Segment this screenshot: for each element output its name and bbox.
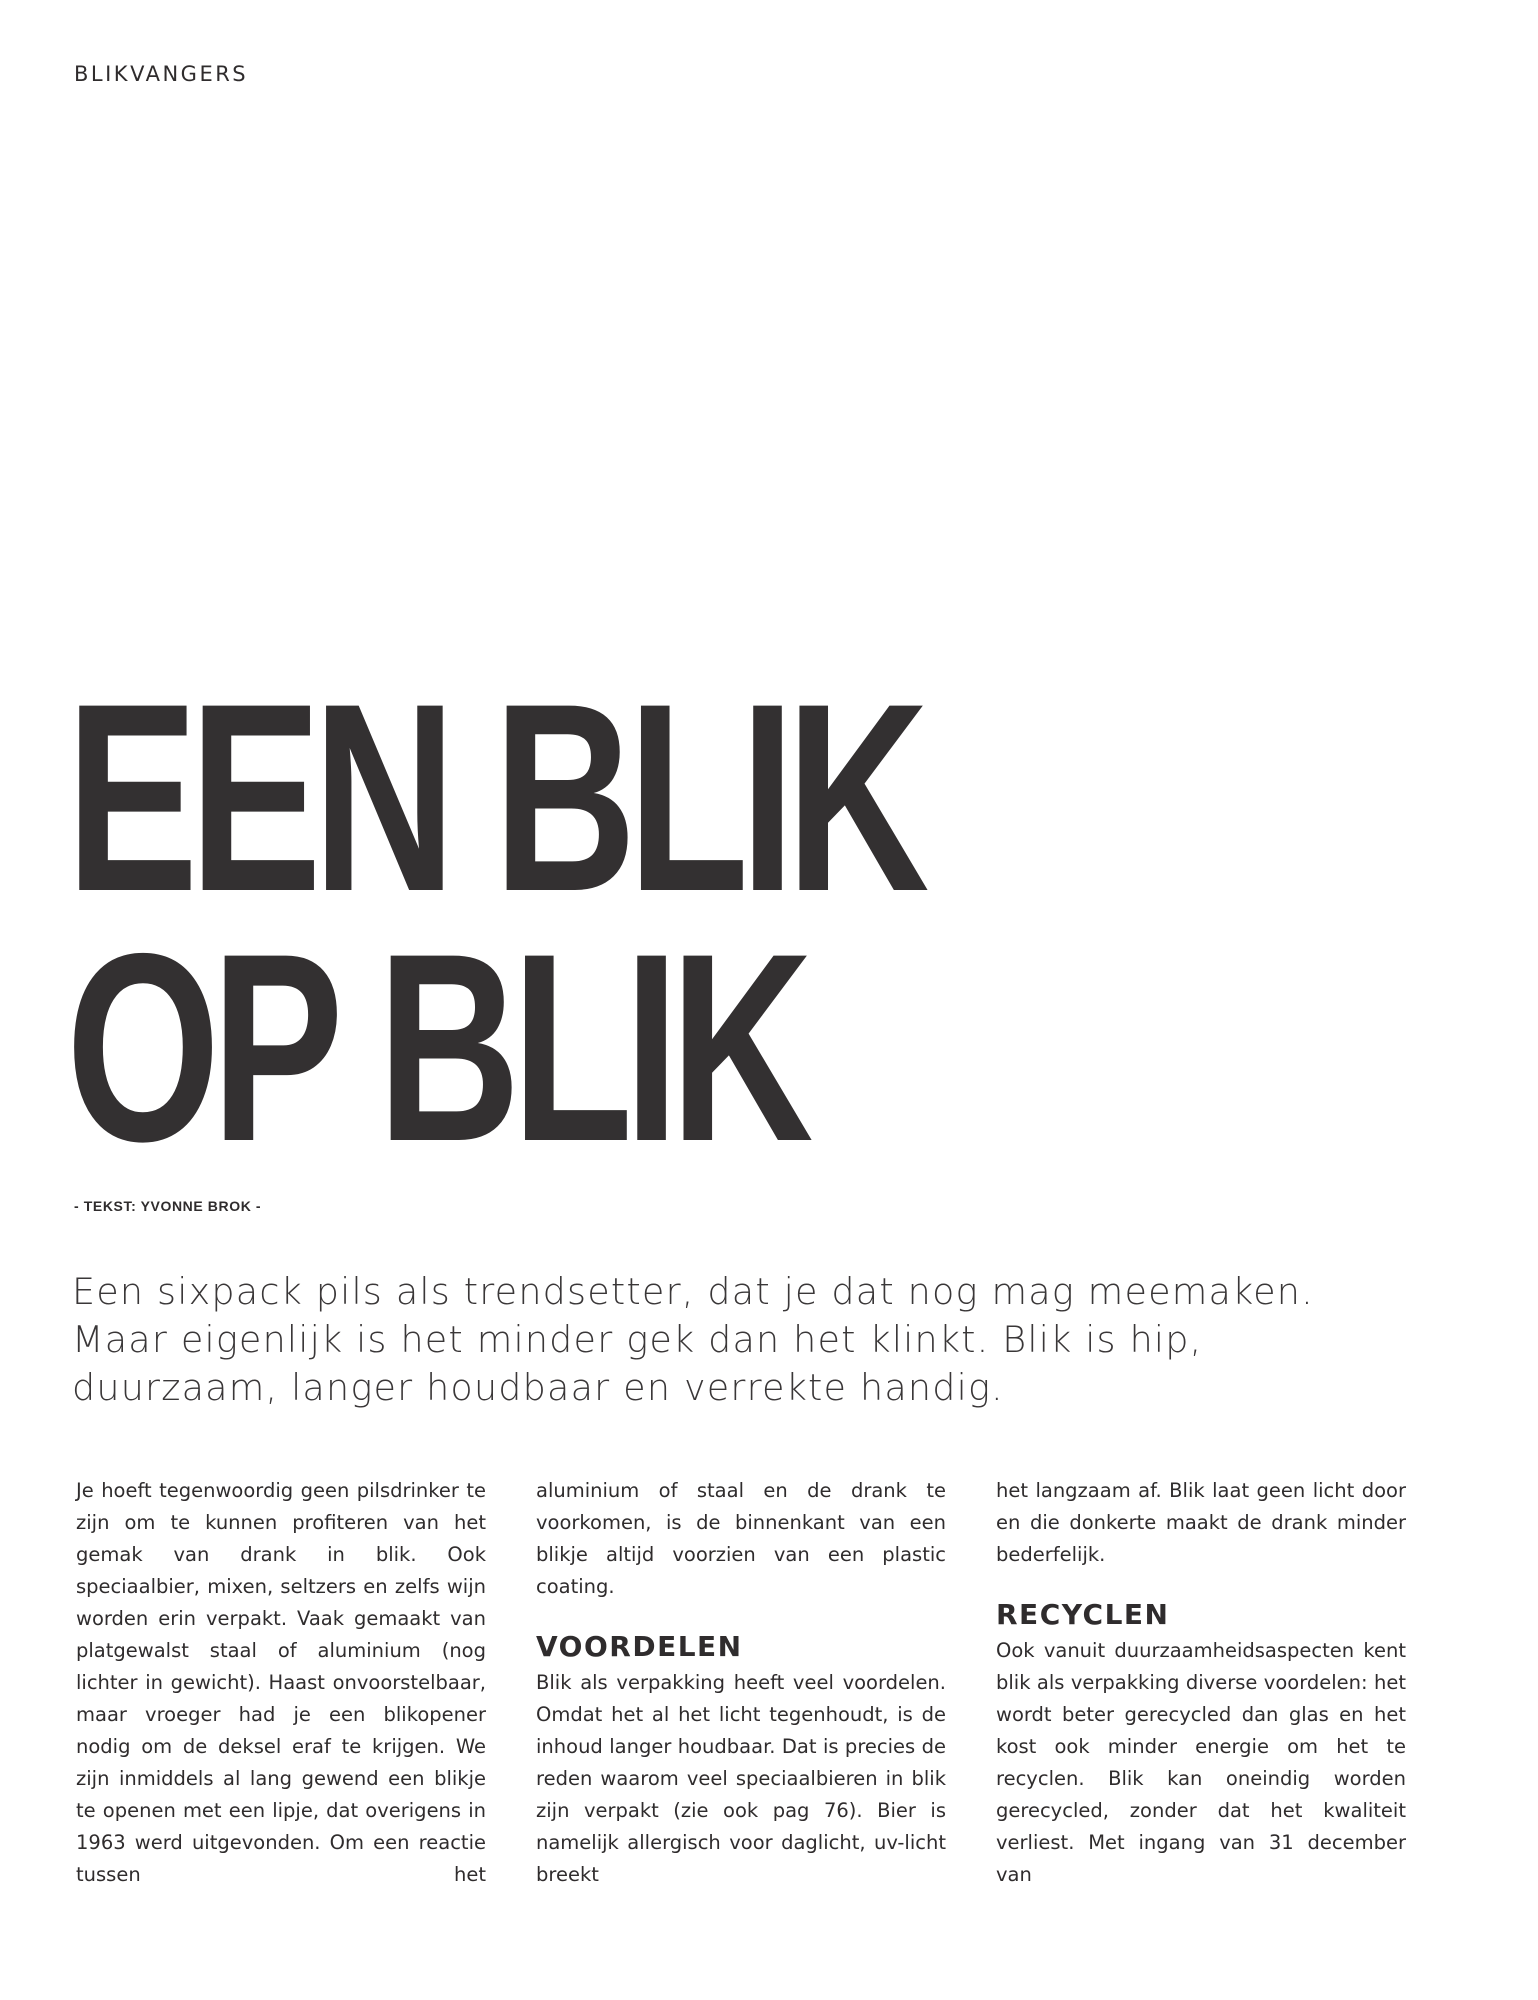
body-paragraph: Je hoeft tegenwoordig geen pilsdrinker te zijn om te kunnen profiteren van het gemak van drank in blik. Ook speciaalbier, mixen, seltzers en zelfs wijn worden erin verpakt. Vaak gemaakt van platgewalst staal of aluminium (nog lichter in gewicht). Haast onvoorstelbaar, maar vroeger had je een blikopener nodig om de deksel eraf te krijgen. We zijn inmiddels al lang gewend een blikje te openen met een lipje, dat overigens in 1963 werd uitgevonden. Om een reactie tussen het [76, 1479, 486, 1886]
lead-line-3: duurzaam, langer houdbaar en verrekte handig. [72, 1366, 1004, 1409]
body-column-1 [76, 1475, 486, 1891]
section-label: BLIKVANGERS [74, 62, 249, 86]
body-paragraph: Blik als verpakking heeft veel voordelen. Omdat het al het licht tegenhoudt, is de inhoud langer houdbaar. Dat is precies de reden waarom veel speciaalbieren in blik zijn verpakt (zie ook pag 76). Bier is namelijk allergisch voor daglicht, uv-licht breekt [536, 1671, 946, 1886]
headline-line-2: OP BLIK [66, 897, 805, 1197]
body-paragraph: Ook vanuit duurzaamheidsaspecten kent blik als verpakking diverse voordelen: het wordt beter gerecycled dan glas en het kost ook minder energie om het te recyclen. Blik kan oneindig worden gerecycled, zonder dat het kwaliteit verliest. Met ingang van 31 december van [996, 1639, 1406, 1886]
body-column-2 [536, 1475, 946, 1891]
headline-line-1: EEN BLIK [66, 647, 921, 947]
body-paragraph: het langzaam af. Blik laat geen licht door en die donkerte maakt de drank minder bederfelijk. [996, 1479, 1406, 1566]
subheading-recyclen: RECYCLEN [996, 1598, 1170, 1631]
article-headline [66, 647, 921, 1197]
lead-line-1: Een sixpack pils als trendsetter, dat je dat nog mag meemaken. [72, 1270, 1314, 1313]
body-paragraph: aluminium of staal en de drank te voorkomen, is de binnenkant van een blikje altijd voorzien van een plastic coating. [536, 1479, 946, 1598]
body-column-3 [996, 1475, 1406, 1891]
author-credit: - TEKST: YVONNE BROK - [74, 1198, 262, 1214]
subheading-voordelen: VOORDELEN [536, 1630, 743, 1663]
lead-paragraph [72, 1268, 1432, 1412]
lead-line-2: Maar eigenlijk is het minder gek dan het klinkt. Blik is hip, [72, 1318, 1203, 1361]
